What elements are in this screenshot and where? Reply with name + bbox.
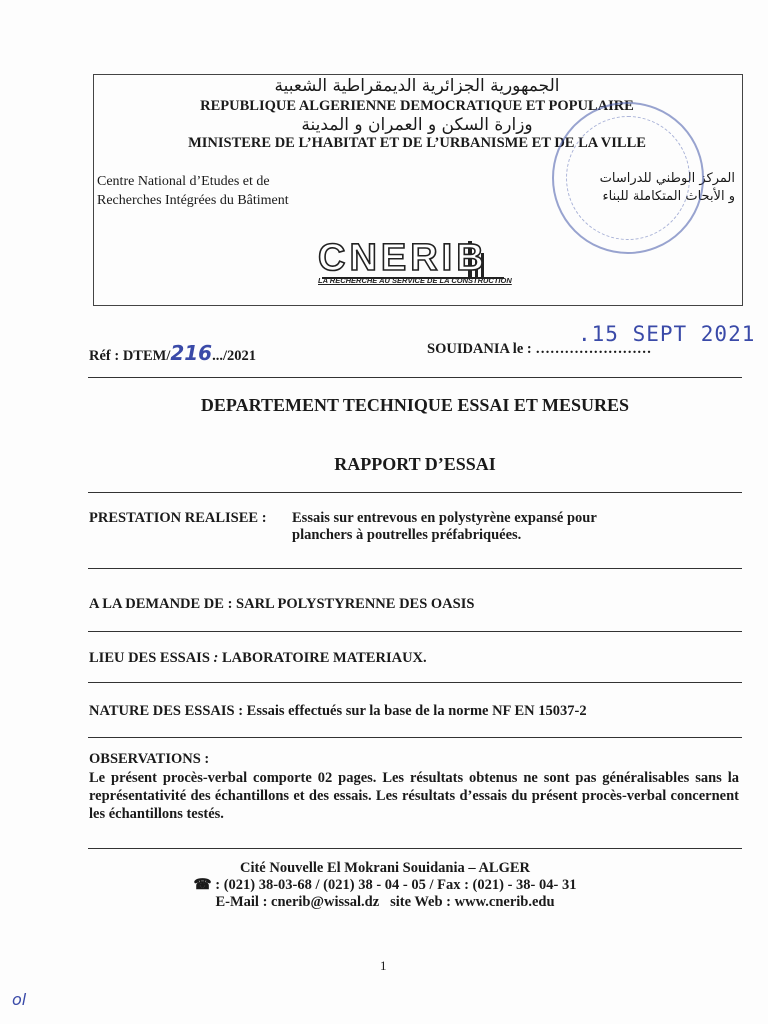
divider (88, 682, 742, 683)
lieu-label: LIEU DES ESSAIS (89, 650, 210, 666)
footer-phones (88, 877, 682, 894)
department-title: DEPARTEMENT TECHNIQUE ESSAI ET MESURES (200, 395, 630, 415)
divider (88, 631, 742, 632)
web-label: site Web : (390, 894, 452, 910)
demande-label: A LA DEMANDE DE : (89, 596, 233, 612)
demande-section (89, 596, 474, 613)
page-number: 1 (380, 958, 387, 973)
centre-name-french (97, 172, 289, 210)
centre-line-1: Centre National d’Etudes et de (97, 174, 270, 189)
ref-handwritten-number: 216 (170, 341, 213, 365)
location-date-label: SOUIDANIA le : …………………… (427, 341, 652, 357)
footer-address: Cité Nouvelle El Mokrani Souidania – ALGER (239, 860, 531, 876)
margin-handwritten-mark: ol (12, 990, 27, 1009)
email-label: E-Mail : (215, 894, 268, 910)
arabic-ministry-title: وزارة السكن و العمران و المدينة (301, 115, 533, 135)
french-republic-title: REPUBLIQUE ALGERIENNE DEMOCRATIQUE ET POPULAIRE (200, 98, 634, 114)
prestation-label: PRESTATION REALISEE : (89, 510, 267, 526)
nature-section (89, 703, 587, 720)
ref-suffix: .../2021 (212, 348, 256, 364)
date-stamp: .15 SEPT 2021 (578, 322, 756, 346)
centre-line-2: Recherches Intégrées du Bâtiment (97, 193, 289, 208)
email-address[interactable]: cnerib@wissal.dz (271, 894, 380, 910)
website-link[interactable]: www.cnerib.edu (454, 894, 555, 910)
arabic-centre-line-2: و الأبحاث المتكاملة للبناء (602, 189, 735, 204)
observations-label: OBSERVATIONS : (89, 751, 210, 767)
cnerib-logo (318, 237, 512, 285)
official-seal-stamp (552, 102, 704, 254)
phone-icon: ☎ (193, 877, 212, 893)
lieu-value: LABORATOIRE MATERIAUX. (222, 650, 427, 666)
logo-letters: CNERIB (318, 237, 488, 279)
phone-numbers: : (021) 38-03-68 / (021) 38 - 04 - 05 / Fax : (021) - 38- 04- 31 (215, 877, 577, 893)
lieu-section (89, 650, 427, 667)
divider (88, 568, 742, 569)
footer-contacts (88, 894, 682, 911)
arabic-republic-title: الجمهورية الجزائرية الديمقراطية الشعبية (274, 76, 560, 96)
divider (88, 492, 742, 493)
ref-label: Réf : DTEM/ (89, 348, 171, 364)
prestation-line-1: Essais sur entrevous en polystyrène expansé pour (292, 510, 597, 526)
divider (88, 737, 742, 738)
nature-value: Essais effectués sur la base de la norme NF EN 15037-2 (246, 703, 587, 719)
nature-label: NATURE DES ESSAIS : (89, 703, 244, 719)
reference-line (89, 341, 256, 365)
prestation-value (292, 510, 597, 544)
prestation-section (89, 510, 267, 527)
logo-tagline: LA RECHERCHE AU SERVICE DE LA CONSTRUCTION (318, 276, 512, 285)
divider (88, 377, 742, 378)
demande-value: SARL POLYSTYRENNE DES OASIS (236, 596, 475, 612)
divider (88, 848, 742, 849)
observations-text: Le présent procès-verbal comporte 02 pages. Les résultats obtenus ne sont pas généralisables sans la représentativité des échantillons et des essais. Les résultats d’essais du présent procès-verbal concernent les échantillons testés. (89, 770, 739, 822)
lieu-separator: : (209, 650, 222, 666)
report-title: RAPPORT D’ESSAI (334, 454, 496, 474)
french-ministry-title: MINISTERE DE L’HABITAT ET DE L’URBANISME ET DE LA VILLE (188, 135, 646, 151)
arabic-centre-line-1: المركز الوطني للدراسات (599, 171, 735, 186)
prestation-line-2: planchers à poutrelles préfabriquées. (292, 527, 522, 543)
